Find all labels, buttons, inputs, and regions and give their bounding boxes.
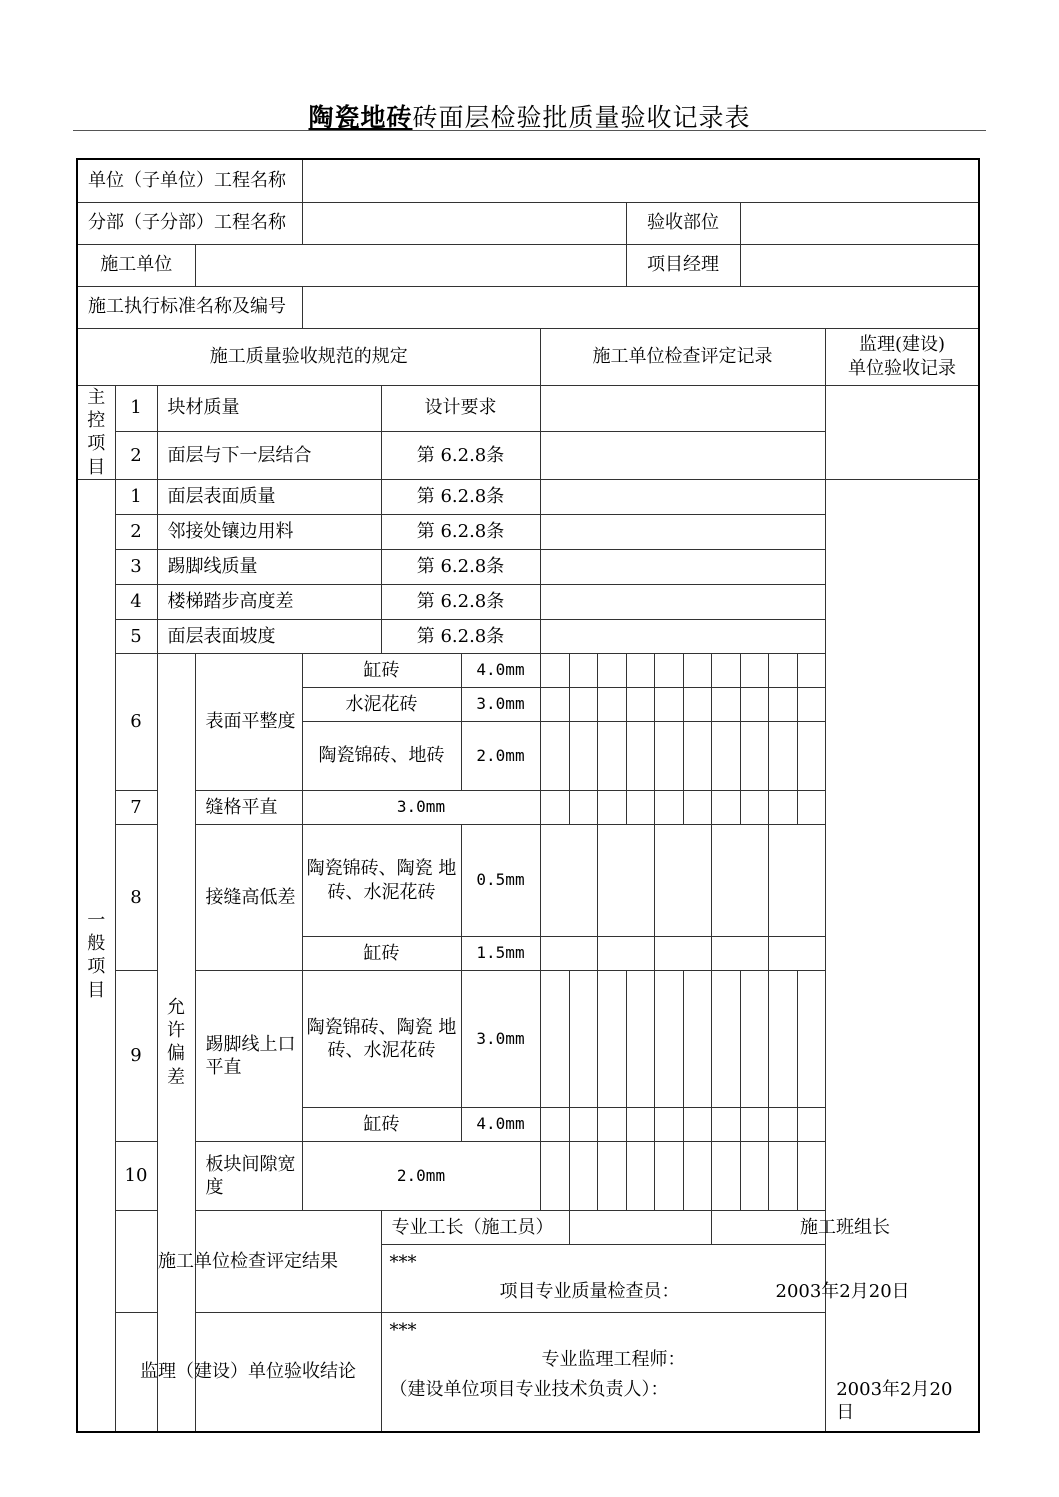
stars-1: *** (389, 1252, 417, 1274)
item-req: 第 6.2.8条 (381, 585, 540, 620)
tick-cell[interactable] (711, 722, 740, 791)
tick-cell[interactable] (711, 791, 740, 825)
material: 陶瓷锦砖、陶瓷 地砖、水泥花砖 (302, 971, 461, 1108)
tick-cell[interactable] (740, 1142, 768, 1211)
tolerance-value: 0.5mm (461, 825, 540, 937)
tick-cell[interactable] (711, 688, 740, 722)
supervisor-record-header (825, 328, 979, 385)
tick-cell[interactable] (569, 1142, 597, 1211)
tick-cell[interactable] (597, 722, 626, 791)
contractor-label: 施工单位 (77, 244, 195, 286)
item-record-field[interactable] (540, 431, 825, 479)
tick-cell[interactable] (540, 1108, 569, 1142)
tick-cell[interactable] (654, 791, 683, 825)
item-name: 块材质量 (157, 385, 381, 431)
tick-cell[interactable] (597, 654, 626, 688)
item-no: 10 (115, 1142, 157, 1211)
tick-cell[interactable] (569, 722, 597, 791)
tick-cell[interactable] (740, 1108, 768, 1142)
item-no: 4 (115, 585, 157, 620)
tick-cell[interactable] (797, 688, 825, 722)
tick-cell[interactable] (569, 654, 597, 688)
item-no: 6 (115, 654, 157, 791)
item-no: 7 (115, 791, 157, 825)
item-record-field[interactable] (540, 585, 825, 620)
tick-cell[interactable] (683, 1142, 711, 1211)
item-record-field[interactable] (540, 620, 825, 654)
spec-column-header: 施工质量验收规范的规定 (77, 328, 540, 385)
tick-cell[interactable] (654, 825, 711, 937)
item-name: 面层表面坡度 (157, 620, 381, 654)
tick-cell[interactable] (569, 971, 597, 1108)
team-leader-label: 施工班组长 (711, 1211, 979, 1245)
tick-cell[interactable] (654, 688, 683, 722)
item-name: 面层表面质量 (157, 480, 381, 515)
tick-cell[interactable] (654, 654, 683, 688)
tolerance-value: 3.0mm (461, 971, 540, 1108)
tick-cell[interactable] (740, 791, 768, 825)
tick-cell[interactable] (683, 791, 711, 825)
contractor-result-field[interactable] (381, 1245, 979, 1313)
supervisor-header-line2: 单位验收记录 (848, 357, 957, 379)
inspector-label: 项目专业质量检查员： (499, 1281, 680, 1303)
item-req: 第 6.2.8条 (381, 550, 540, 585)
item-name: 接缝高低差 (195, 825, 302, 971)
item-name: 邻接处镶边用料 (157, 515, 381, 550)
item-name: 面层与下一层结合 (157, 431, 381, 479)
main-control-supervisor-field[interactable] (825, 385, 979, 480)
label-char: 项 (87, 956, 106, 978)
tick-cell[interactable] (569, 688, 597, 722)
tick-cell[interactable] (626, 722, 654, 791)
tick-cell[interactable] (768, 688, 797, 722)
sub-project-field[interactable] (302, 202, 626, 244)
date-1: 2003年2月20日 (775, 1281, 910, 1303)
item-record-field[interactable] (540, 515, 825, 550)
tolerance-value: 4.0mm (461, 654, 540, 688)
tick-cell[interactable] (768, 971, 797, 1108)
tick-cell[interactable] (597, 1108, 626, 1142)
label-char: 偏 (167, 1043, 185, 1065)
tick-cell[interactable] (797, 722, 825, 791)
item-name: 踢脚线上口平直 (195, 971, 302, 1142)
material: 陶瓷锦砖、地砖 (302, 722, 461, 791)
engineer-label: 专业监理工程师： (541, 1349, 686, 1371)
tick-cell[interactable] (711, 1142, 740, 1211)
label-char: 允 (167, 996, 185, 1018)
inspection-form (76, 158, 980, 1433)
tick-cell[interactable] (768, 654, 797, 688)
tick-cell[interactable] (711, 937, 768, 971)
tick-cell[interactable] (797, 1142, 825, 1211)
owner-rep-label: （建设单位项目专业技术负责人）： (389, 1378, 669, 1400)
tick-cell[interactable] (654, 1108, 683, 1142)
tick-cell[interactable] (654, 937, 711, 971)
tick-cell[interactable] (683, 688, 711, 722)
item-name: 踢脚线质量 (157, 550, 381, 585)
accept-part-label: 验收部位 (626, 202, 740, 244)
tolerance-value: 1.5mm (461, 937, 540, 971)
tick-cell[interactable] (768, 1108, 797, 1142)
foreman-label: 专业工长（施工员） (381, 1211, 569, 1245)
contractor-record-header: 施工单位检查评定记录 (540, 328, 825, 385)
foreman-field[interactable] (569, 1211, 711, 1245)
tick-cell[interactable] (711, 1108, 740, 1142)
tick-cell[interactable] (768, 825, 825, 937)
tick-cell[interactable] (683, 722, 711, 791)
tick-cell[interactable] (626, 654, 654, 688)
item-no: 9 (115, 971, 157, 1142)
tick-cell[interactable] (768, 722, 797, 791)
project-manager-field[interactable] (740, 244, 979, 286)
label-char: 目 (87, 456, 106, 478)
tick-cell[interactable] (683, 971, 711, 1108)
item-record-field[interactable] (540, 385, 825, 431)
item-no: 2 (115, 431, 157, 479)
standard-field[interactable] (302, 286, 979, 328)
project-manager-label: 项目经理 (626, 244, 740, 286)
item-no: 3 (115, 550, 157, 585)
tick-cell[interactable] (540, 1142, 569, 1211)
tolerance-value: 2.0mm (302, 1142, 540, 1211)
item-name: 表面平整度 (195, 654, 302, 791)
date-2: 2003年2月20日 (836, 1378, 953, 1424)
item-record-field[interactable] (540, 480, 825, 515)
item-no: 1 (115, 480, 157, 515)
form-title (0, 98, 1059, 134)
tick-cell[interactable] (626, 1142, 654, 1211)
item-req: 第 6.2.8条 (381, 431, 540, 479)
label-char: 项 (87, 433, 106, 455)
title-rest: 砖面层检验批质量验收记录表 (412, 103, 751, 132)
tick-cell[interactable] (768, 937, 825, 971)
tick-cell[interactable] (711, 971, 740, 1108)
tick-cell[interactable] (597, 971, 626, 1108)
tick-cell[interactable] (626, 791, 654, 825)
supervisor-header-line1: 监理(建设) (858, 334, 946, 356)
item-no: 8 (115, 825, 157, 971)
tick-cell[interactable] (711, 654, 740, 688)
tick-cell[interactable] (569, 791, 597, 825)
tick-cell[interactable] (797, 1108, 825, 1142)
tick-cell[interactable] (540, 937, 597, 971)
tick-cell[interactable] (654, 1142, 683, 1211)
standard-label: 施工执行标准名称及编号 (77, 286, 302, 328)
item-req: 第 6.2.8条 (381, 620, 540, 654)
tick-cell[interactable] (597, 688, 626, 722)
item-name: 楼梯踏步高度差 (157, 585, 381, 620)
label-char: 般 (87, 932, 106, 954)
tick-cell[interactable] (597, 937, 654, 971)
tick-cell[interactable] (540, 791, 569, 825)
tick-cell[interactable] (740, 971, 768, 1108)
label-char: 许 (167, 1019, 185, 1041)
tick-cell[interactable] (797, 654, 825, 688)
tick-cell[interactable] (569, 1108, 597, 1142)
tick-cell[interactable] (540, 688, 569, 722)
tick-cell[interactable] (654, 722, 683, 791)
material: 陶瓷锦砖、陶瓷 地砖、水泥花砖 (302, 825, 461, 937)
material: 缸砖 (302, 654, 461, 688)
item-no: 2 (115, 515, 157, 550)
item-req: 第 6.2.8条 (381, 515, 540, 550)
tick-cell[interactable] (683, 654, 711, 688)
tick-cell[interactable] (626, 1108, 654, 1142)
tick-cell[interactable] (540, 654, 569, 688)
tolerance-value: 4.0mm (461, 1108, 540, 1142)
contractor-result-label: 施工单位检查评定结果 (115, 1211, 381, 1313)
tick-cell[interactable] (740, 654, 768, 688)
tick-cell[interactable] (768, 1142, 797, 1211)
label-char: 控 (87, 409, 106, 431)
label-char: 主 (87, 386, 106, 408)
label-char: 一 (87, 909, 106, 931)
title-rule (73, 130, 986, 131)
accept-part-field[interactable] (740, 202, 979, 244)
tick-cell[interactable] (540, 971, 569, 1108)
tick-cell[interactable] (626, 688, 654, 722)
tick-cell[interactable] (740, 688, 768, 722)
tick-cell[interactable] (683, 1108, 711, 1142)
item-name: 缝格平直 (195, 791, 302, 825)
stars-2: *** (389, 1320, 417, 1342)
material: 缸砖 (302, 1108, 461, 1142)
supervisor-conclusion-label: 监理（建设）单位验收结论 (115, 1313, 381, 1432)
tick-cell[interactable] (740, 722, 768, 791)
material: 水泥花砖 (302, 688, 461, 722)
main-control-label (77, 385, 115, 480)
item-name: 板块间隙宽度 (195, 1142, 302, 1211)
tick-cell[interactable] (597, 791, 626, 825)
tick-cell[interactable] (597, 825, 654, 937)
tick-cell[interactable] (540, 722, 569, 791)
supervisor-conclusion-field[interactable] (381, 1313, 979, 1432)
general-label (77, 480, 115, 1432)
tick-cell[interactable] (711, 825, 768, 937)
tick-cell[interactable] (797, 971, 825, 1108)
tolerance-value: 3.0mm (302, 791, 540, 825)
label-char: 目 (87, 979, 106, 1001)
item-req: 设计要求 (381, 385, 540, 431)
tick-cell[interactable] (768, 791, 797, 825)
item-req: 第 6.2.8条 (381, 480, 540, 515)
title-underlined: 陶瓷地砖 (308, 103, 413, 132)
unit-project-field[interactable] (302, 159, 979, 202)
contractor-field[interactable] (195, 244, 626, 286)
item-no: 1 (115, 385, 157, 431)
tick-cell[interactable] (540, 825, 597, 937)
tick-cell[interactable] (597, 1142, 626, 1211)
label-char: 差 (167, 1066, 185, 1088)
tick-cell[interactable] (654, 971, 683, 1108)
tick-cell[interactable] (797, 791, 825, 825)
item-no: 5 (115, 620, 157, 654)
material: 缸砖 (302, 937, 461, 971)
sub-project-label: 分部（子分部）工程名称 (77, 202, 302, 244)
tolerance-value: 2.0mm (461, 722, 540, 791)
tolerance-value: 3.0mm (461, 688, 540, 722)
tick-cell[interactable] (626, 971, 654, 1108)
item-record-field[interactable] (540, 550, 825, 585)
unit-project-label: 单位（子单位）工程名称 (77, 159, 302, 202)
